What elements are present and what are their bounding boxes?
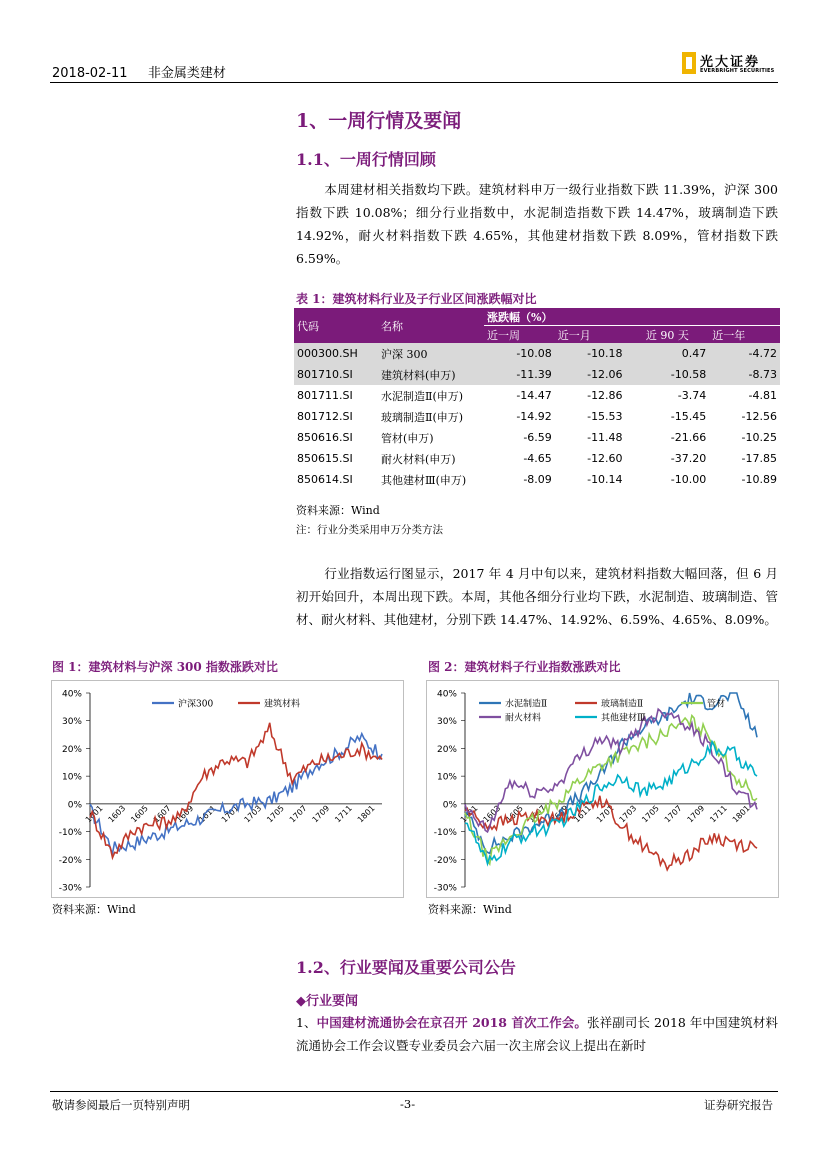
brand-logo [682, 52, 782, 80]
section-1-1-title: 1.1、一周行情回顾 [296, 150, 436, 169]
cell-d90: -37.20 [670, 452, 707, 465]
section-1-title: 1、一周行情及要闻 [296, 110, 462, 132]
cell-d90: -3.74 [677, 389, 707, 402]
cell-month: -11.48 [587, 431, 623, 444]
col-header-month: 近一月 [555, 326, 626, 344]
x-tick-label: 1701 [594, 803, 616, 825]
cell-week: -8.09 [523, 473, 552, 486]
x-tick-label: 1609 [549, 803, 571, 825]
chart2-source: 资料来源：Wind [428, 903, 512, 916]
x-tick-label: 1711 [708, 803, 729, 825]
y-tick-label: 10% [436, 772, 457, 783]
series-line [90, 734, 382, 854]
legend-label: 管材 [707, 699, 726, 710]
chart2-caption: 图 2：建筑材料子行业指数涨跌对比 [428, 660, 621, 674]
y-tick-label: 30% [61, 717, 82, 728]
table-row [294, 385, 780, 406]
x-tick-label: 1707 [662, 803, 684, 825]
paragraph-text: 本周建材相关指数均下跌。建筑材料申万一级行业指数下跌 11.39%，沪深 300 指数下跌 10.08%；细分行业指数中，水泥制造指数下跌 14.47%，玻璃制造下跌 14.92%，耐火材料指数下跌 4.65%，其他建材指数下跌 8.09%，管材指数下跌 6.59%。 [296, 182, 778, 266]
cell-name: 其他建材Ⅲ(申万) [381, 473, 467, 487]
news-item-text: 张祥副司长 2018 年中国建筑材料流通协会工作会议暨专业委员会六届一次主席会议上提出在新时 [296, 1015, 778, 1053]
industry-news-heading: ◆行业要闻 [296, 994, 358, 1009]
cell-d90: 0.47 [626, 343, 710, 364]
y-tick-label: 20% [436, 744, 457, 755]
header-date: 2018-02-11 [52, 66, 128, 81]
x-tick-label: 1603 [106, 803, 128, 825]
cell-d90: -21.66 [670, 431, 707, 444]
col-header-name: 名称 [378, 308, 484, 343]
x-tick-label: 1709 [685, 803, 707, 825]
x-tick-label: 1601 [83, 803, 105, 825]
news-item-title: 中国建材流通协会在京召开 2018 首次工作会。 [316, 1015, 588, 1030]
legend-label: 玻璃制造Ⅱ [601, 699, 644, 710]
cell-month: -10.14 [587, 473, 623, 486]
cell-week: -14.92 [516, 410, 552, 423]
cell-code: 000300.SH [294, 343, 378, 364]
series-line [465, 742, 757, 864]
x-tick-label: 1607 [151, 803, 173, 825]
table-note: 注：行业分类采用申万分类方法 [296, 524, 443, 536]
series-line [465, 796, 757, 870]
cell-month: -15.53 [587, 410, 623, 423]
cell-d90: -10.00 [670, 473, 707, 486]
y-tick-label: -10% [58, 828, 82, 839]
cell-d90: -15.45 [670, 410, 707, 423]
legend-label: 耐火材料 [505, 713, 542, 724]
legend-label: 沪深300 [178, 699, 214, 710]
news-item-1 [296, 1011, 778, 1057]
table-row [294, 343, 780, 364]
logo-text: 光大证券 [700, 55, 761, 70]
x-tick-label: 1707 [287, 803, 309, 825]
cell-name: 玻璃制造Ⅱ(申万) [381, 410, 464, 424]
y-tick-label: 0% [442, 800, 457, 811]
page-number: -3- [400, 1097, 416, 1111]
col-header-group: 涨跌幅（%） [484, 308, 780, 326]
y-tick-label: 40% [61, 689, 82, 700]
x-tick-label: 1709 [310, 803, 332, 825]
legend-label: 水泥制造Ⅱ [505, 699, 548, 710]
cell-week: -14.47 [516, 389, 552, 402]
x-tick-label: 1703 [242, 803, 264, 825]
cell-year: -17.85 [741, 452, 777, 465]
col-header-week: 近一周 [484, 326, 555, 344]
chart1-hs300-vs-building-materials [51, 680, 404, 898]
x-tick-label: 1801 [355, 803, 377, 825]
y-tick-label: 20% [61, 744, 82, 755]
chart1-source: 资料来源：Wind [52, 903, 136, 916]
x-tick-label: 1611 [572, 803, 593, 825]
cell-name: 建筑材料(申万) [378, 364, 484, 385]
cell-month: -12.86 [587, 389, 623, 402]
x-tick-label: 1611 [197, 803, 218, 825]
legend-label: 其他建材Ⅲ [601, 713, 646, 724]
cell-name: 耐火材料(申万) [381, 452, 456, 466]
cell-year: -8.73 [709, 364, 780, 385]
y-tick-label: 30% [436, 717, 457, 728]
cell-code: 850614.SI [297, 473, 353, 486]
cell-week: -10.08 [484, 343, 555, 364]
y-tick-label: -20% [433, 855, 457, 866]
cell-month: -12.60 [587, 452, 623, 465]
paragraph-text: 行业指数运行图显示，2017 年 4 月中旬以来，建筑材料指数大幅回落，但 6 月初开始回升，本周出现下跌。本周，其他各细分行业均下跌，水泥制造、玻璃制造、管材、耐火材料、其他建材，分别下跌 14.47%、14.92%、6.59%、4.65%、8.09%。 [296, 566, 778, 627]
x-tick-label: 1607 [526, 803, 548, 825]
table-row [294, 364, 780, 385]
section-1-1-paragraph [296, 178, 778, 270]
section-1-2-title: 1.2、行业要闻及重要公司公告 [296, 958, 516, 977]
table-caption: 表 1：建筑材料行业及子行业区间涨跌幅对比 [296, 292, 537, 306]
x-tick-label: 1603 [481, 803, 503, 825]
x-tick-label: 1801 [730, 803, 752, 825]
table-row [294, 406, 780, 427]
header-category: 非金属类建材 [147, 66, 226, 81]
y-tick-label: 0% [67, 800, 82, 811]
x-tick-label: 1701 [219, 803, 241, 825]
x-tick-label: 1609 [174, 803, 196, 825]
cell-year: -12.56 [741, 410, 777, 423]
cell-code: 801710.SI [294, 364, 378, 385]
table-row [294, 448, 780, 469]
cell-year: -10.25 [741, 431, 777, 444]
x-tick-label: 1711 [333, 803, 354, 825]
series-line [90, 723, 382, 858]
cell-name: 沪深 300 [378, 343, 484, 364]
x-tick-label: 1605 [504, 803, 525, 825]
logo-subtext: EVERBRIGHT SECURITIES [700, 68, 775, 74]
cell-week: -11.39 [484, 364, 555, 385]
x-tick-label: 1705 [640, 803, 661, 825]
cell-month: -12.06 [555, 364, 626, 385]
cell-name: 水泥制造Ⅱ(申万) [381, 389, 464, 403]
cell-code: 801711.SI [297, 389, 353, 402]
cell-d90: -10.58 [626, 364, 710, 385]
cell-year: -4.72 [709, 343, 780, 364]
legend-label: 建筑材料 [264, 699, 301, 710]
cell-year: -4.81 [748, 389, 777, 402]
footer-divider [50, 1091, 778, 1092]
x-tick-label: 1703 [617, 803, 639, 825]
y-tick-label: -20% [58, 855, 82, 866]
cell-month: -10.18 [555, 343, 626, 364]
x-tick-label: 1705 [265, 803, 286, 825]
table-source: 资料来源：Wind [296, 504, 380, 517]
footer-report-type: 证券研究报告 [704, 1098, 773, 1112]
col-header-90d: 近 90 天 [626, 326, 710, 344]
cell-code: 801712.SI [297, 410, 353, 423]
table-row [294, 469, 780, 490]
col-header-year: 近一年 [709, 326, 780, 344]
cell-year: -10.89 [741, 473, 777, 486]
cell-code: 850615.SI [297, 452, 353, 465]
table-row [294, 427, 780, 448]
footer-disclaimer: 敬请参阅最后一页特别声明 [52, 1098, 190, 1112]
x-tick-label: 1601 [458, 803, 480, 825]
col-header-code: 代码 [294, 308, 378, 343]
cell-week: -6.59 [523, 431, 552, 444]
y-tick-label: -30% [58, 883, 82, 894]
y-tick-label: -10% [433, 828, 457, 839]
news-item-number: 1、 [296, 1015, 317, 1030]
y-tick-label: 10% [61, 772, 82, 783]
header-divider [50, 82, 778, 83]
x-tick-label: 1605 [129, 803, 150, 825]
cell-code: 850616.SI [297, 431, 353, 444]
paragraph-2 [296, 562, 778, 631]
cell-name: 管材(申万) [381, 431, 434, 445]
header-title [52, 62, 226, 81]
chart2-subindustry-index [426, 680, 779, 898]
index-change-table [294, 308, 780, 490]
cell-week: -4.65 [523, 452, 552, 465]
chart1-caption: 图 1：建筑材料与沪深 300 指数涨跌对比 [52, 660, 278, 674]
y-tick-label: 40% [436, 689, 457, 700]
y-tick-label: -30% [433, 883, 457, 894]
